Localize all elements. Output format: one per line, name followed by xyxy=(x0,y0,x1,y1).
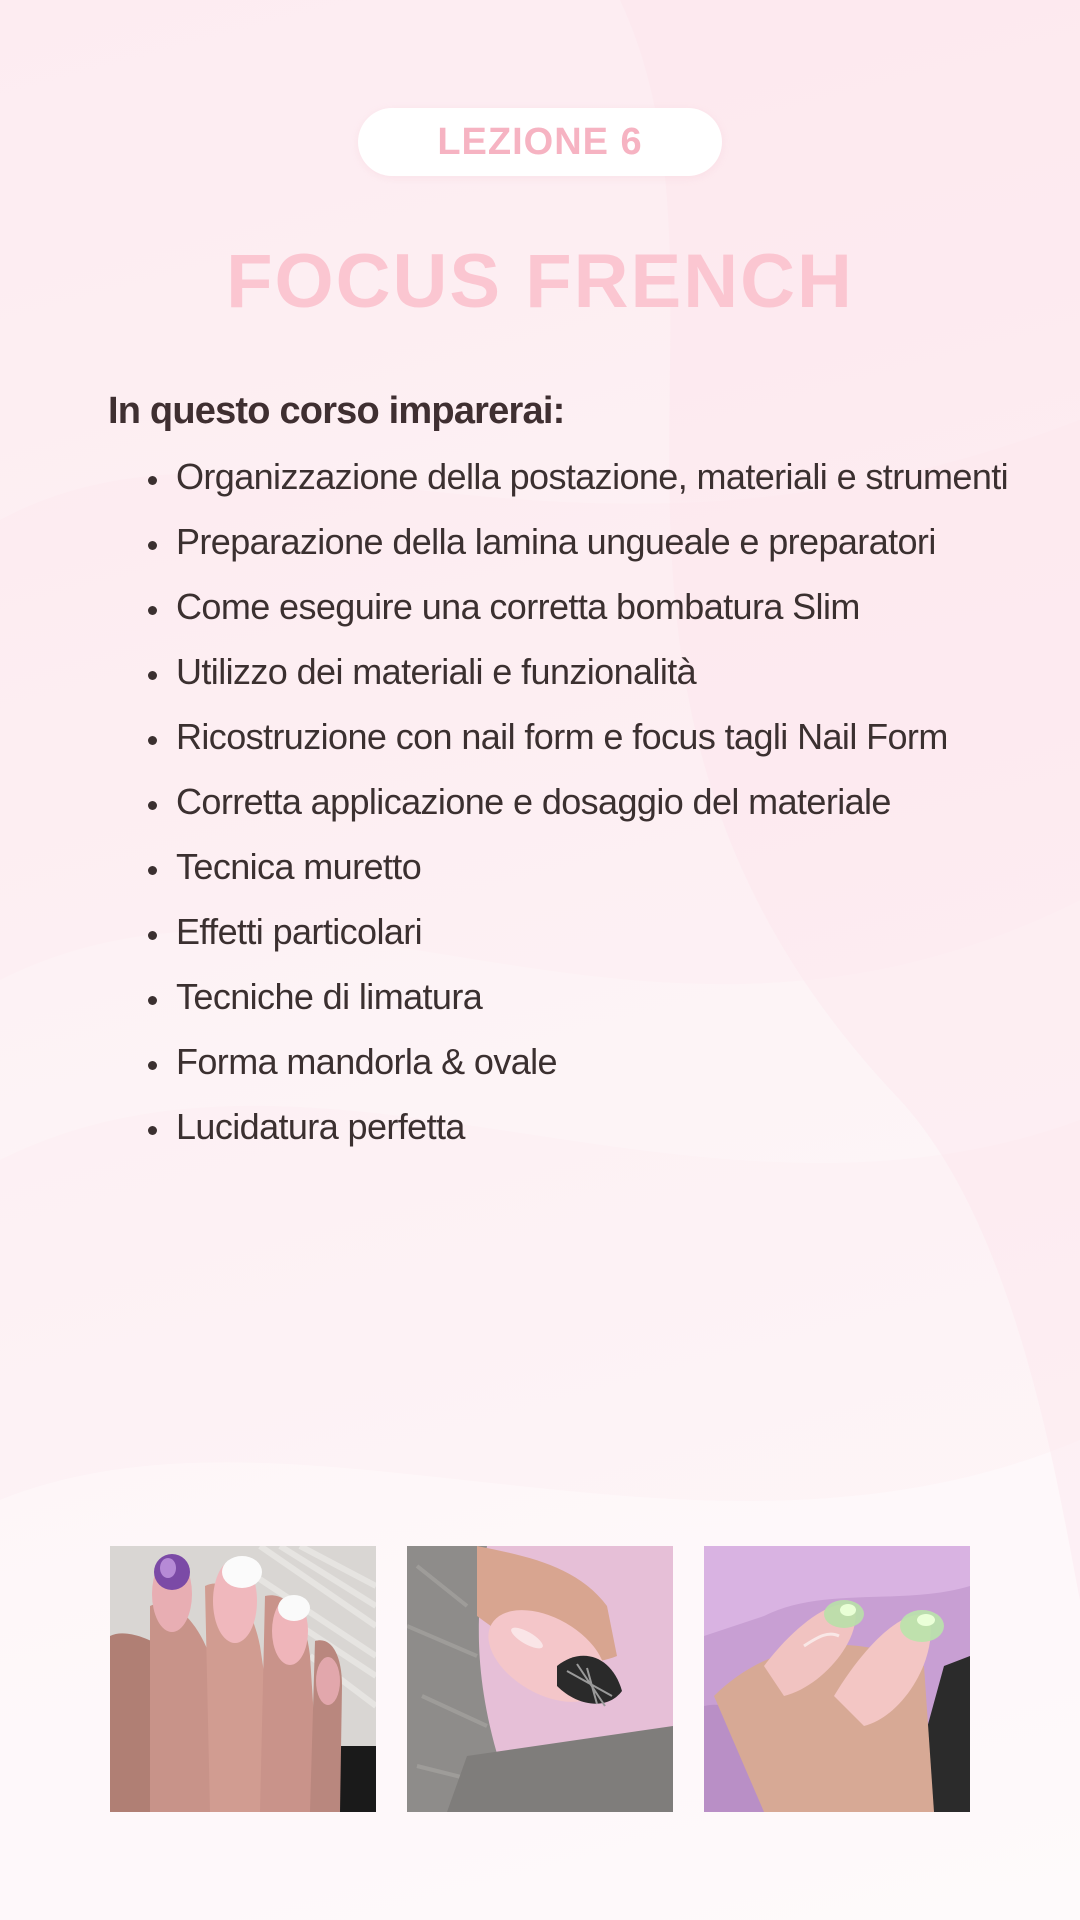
list-item: • Tecniche di limatura xyxy=(172,964,1022,1029)
list-item: • Ricostruzione con nail form e focus tagli Nail Form xyxy=(172,704,1022,769)
intro-heading: In questo corso imparerai: xyxy=(108,390,565,432)
list-item: • Effetti particolari xyxy=(172,899,1022,964)
french-manicure-black-webbed-tip-photo xyxy=(407,1546,673,1812)
list-item: • Organizzazione della postazione, materiali e strumenti xyxy=(172,444,1022,509)
list-item: • Corretta applicazione e dosaggio del materiale xyxy=(172,769,1022,834)
topics-list xyxy=(140,444,1022,1159)
lesson-badge xyxy=(358,108,722,176)
list-item: • Lucidatura perfetta xyxy=(172,1094,1022,1159)
list-item: • Tecnica muretto xyxy=(172,834,1022,899)
list-item: • Utilizzo dei materiali e funzionalità xyxy=(172,639,1022,704)
lesson-badge-label: LEZIONE 6 xyxy=(437,120,643,163)
french-manicure-purple-accent-photo xyxy=(110,1546,376,1812)
list-item: • Preparazione della lamina ungueale e preparatori xyxy=(172,509,1022,574)
list-item: • Forma mandorla & ovale xyxy=(172,1029,1022,1094)
page-title: FOCUS FRENCH xyxy=(226,239,854,324)
list-item: • Come eseguire una corretta bombatura Slim xyxy=(172,574,1022,639)
french-manicure-green-glitter-tip-photo xyxy=(704,1546,970,1812)
